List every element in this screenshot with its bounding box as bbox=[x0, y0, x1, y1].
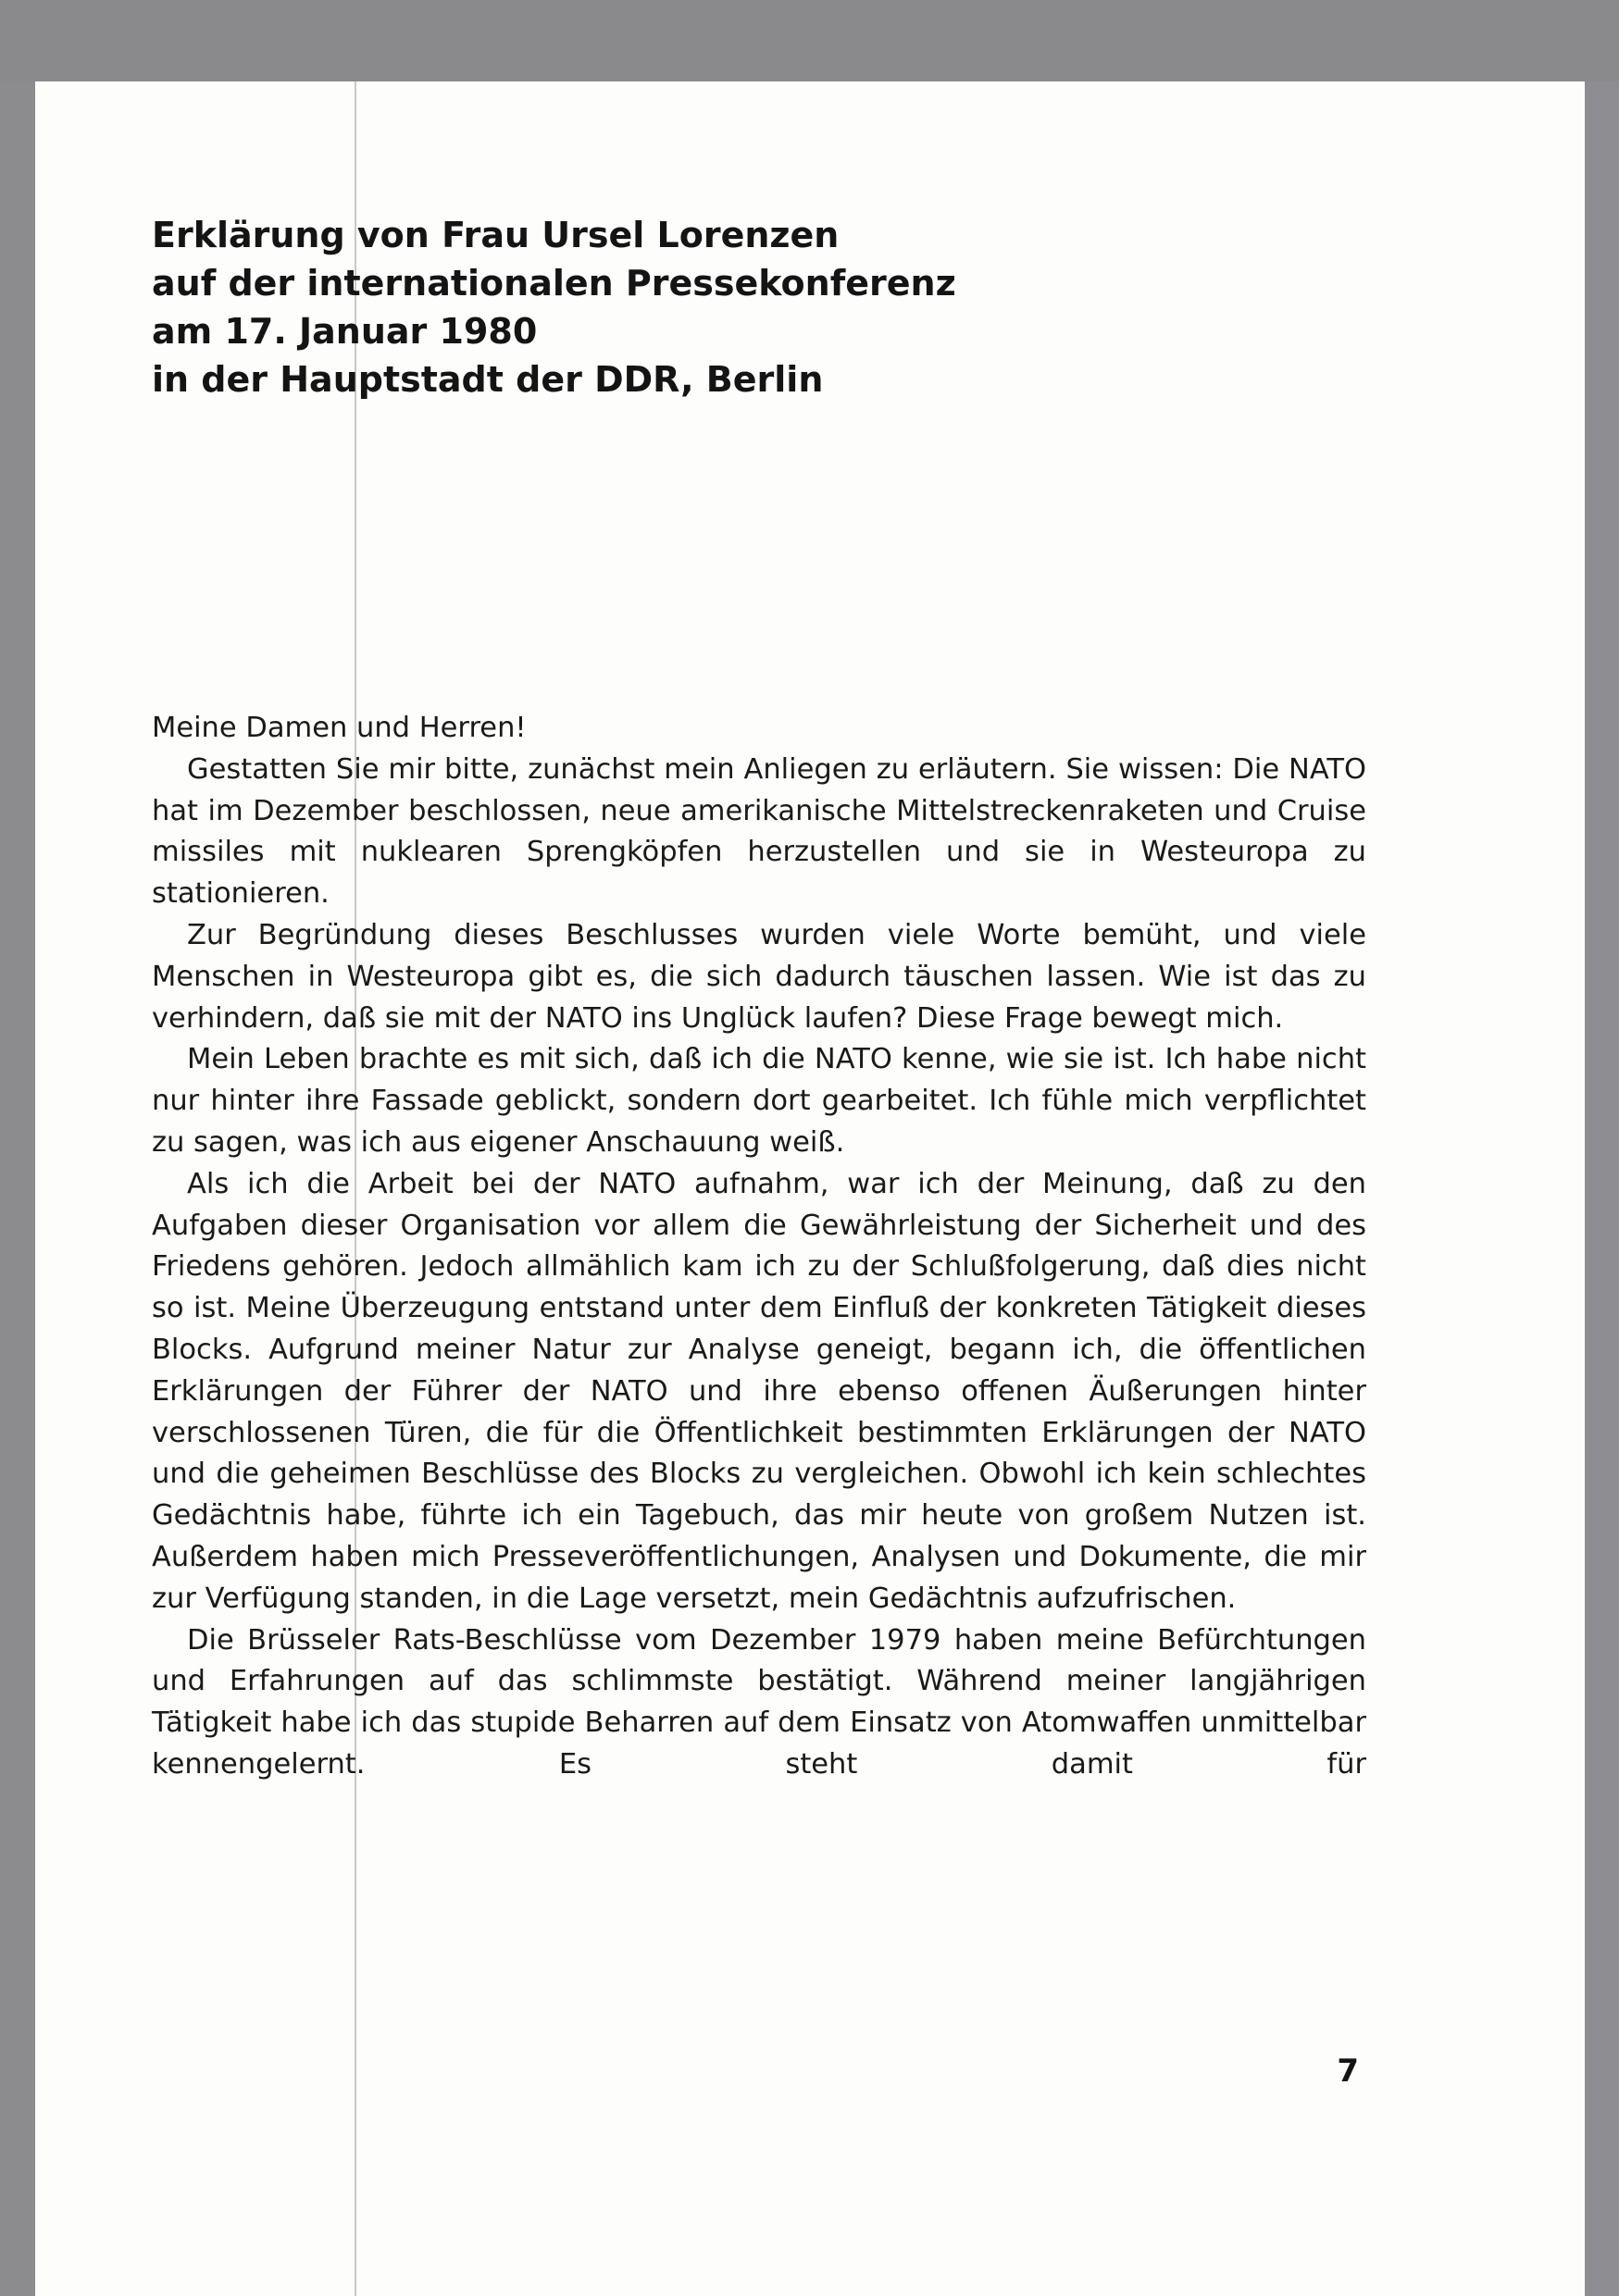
body-paragraph: Als ich die Arbeit bei der NATO aufnahm, war ich der Meinung, daß zu den Aufgaben dieser Organisation vor allem die Gewährleistung der Sicherheit und des Friedens gehören. Jedoch allmählich kam ich zu der Schlußfolgerung, daß dies nicht so ist. Meine Überzeugung entstand unter dem Einfluß der konkreten Tätigkeit dieses Blocks. Aufgrund meiner Natur zur Analyse geneigt, begann ich, die öffentlichen Erklärungen der Führer der NATO und ihre ebenso offenen Äußerungen hinter verschlossenen Türen, die für die Öffentlichkeit bestimmten Erklärungen der NATO und die geheimen Beschlüsse des Blocks zu vergleichen. Obwohl ich kein schlechtes Gedächtnis habe, führte ich ein Tagebuch, das mir heute von großem Nutzen ist. Außerdem haben mich Presseveröffentlichungen, Analysen und Dokumente, die mir zur Verfügung standen, in die Lage versetzt, mein Gedächtnis aufzufrischen. bbox=[152, 1167, 1366, 1615]
document-title bbox=[152, 211, 1355, 403]
body-paragraph: Gestatten Sie mir bitte, zunächst mein Anliegen zu erläutern. Sie wissen: Die NATO hat im Dezember beschlossen, neue amerikanische Mittelstreckenraketen und Cruise missiles mit nuklearen Sprengköpfen herzustellen und sie in Westeuropa zu stationieren. bbox=[152, 752, 1366, 911]
page-number: 7 bbox=[1337, 2053, 1359, 2090]
body-paragraph: Die Brüsseler Rats-Beschlüsse vom Dezember 1979 haben meine Befürchtungen und Erfahrungen auf das schlimmste bestätigt. Während meiner langjährigen Tätigkeit habe ich das stupide Beharren auf dem Einsatz von Atomwaffen unmittelbar kennengelernt. Es steht damit für bbox=[152, 1623, 1366, 1781]
scan-border-left bbox=[0, 81, 35, 2296]
salutation: Meine Damen und Herren! bbox=[152, 712, 527, 744]
title-line: in der Hauptstadt der DDR, Berlin bbox=[152, 359, 824, 400]
title-line: am 17. Januar 1980 bbox=[152, 311, 538, 352]
scan-border-right bbox=[1585, 81, 1619, 2296]
title-line: auf der internationalen Pressekonferenz bbox=[152, 263, 956, 304]
title-line: Erklärung von Frau Ursel Lorenzen bbox=[152, 215, 840, 255]
body-paragraph: Mein Leben brachte es mit sich, daß ich die NATO kenne, wie sie ist. Ich habe nicht nur hinter ihre Fassade geblickt, sondern dort gearbeitet. Ich fühle mich verpflichtet zu sagen, was ich aus eigener Anschauung weiß. bbox=[152, 1043, 1366, 1159]
body-paragraph: Zur Begründung dieses Beschlusses wurden viele Worte bemüht, und viele Menschen in Westeuropa gibt es, die sich dadurch täuschen lassen. Wie ist das zu verhindern, daß sie mit der NATO ins Unglück laufen? Diese Frage bewegt mich. bbox=[152, 918, 1366, 1035]
scan-border-top bbox=[0, 0, 1619, 81]
document-body bbox=[152, 708, 1366, 1786]
